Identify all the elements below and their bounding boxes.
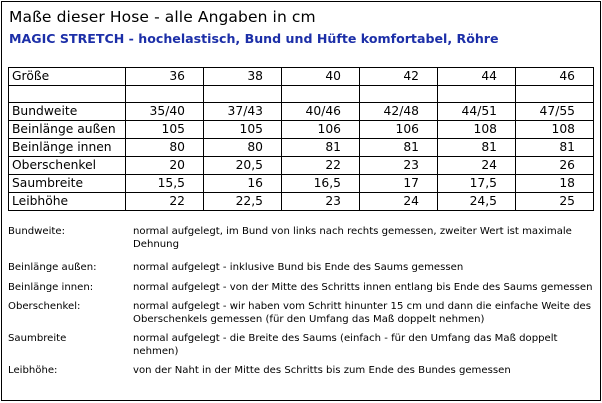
row-label: Beinlänge innen: [9, 139, 126, 157]
table-cell: 15,5: [126, 175, 204, 193]
table-row: [9, 103, 594, 121]
product-subtitle: MAGIC STRETCH - hochelastisch, Bund und Hüfte komfortabel, Röhre: [9, 31, 499, 46]
note-beinlaenge-aussen: [8, 261, 598, 274]
table-header-row: [9, 68, 594, 86]
note-description: normal aufgelegt - von der Mitte des Schritts innen entlang bis Ende des Saums gemessen: [133, 282, 593, 293]
size-chart-frame: [1, 1, 601, 401]
row-label: Leibhöhe: [9, 193, 126, 211]
table-cell: 20: [126, 157, 204, 175]
table-cell: 37/43: [204, 103, 282, 121]
note-oberschenkel: [8, 300, 598, 326]
table-cell: 40/46: [282, 103, 360, 121]
table-cell: 17,5: [438, 175, 516, 193]
note-term: Leibhöhe:: [8, 365, 58, 376]
note-term: Bundweite:: [8, 226, 65, 237]
table-cell: 81: [282, 139, 360, 157]
table-cell: 81: [438, 139, 516, 157]
note-term: Oberschenkel:: [8, 301, 81, 312]
table-cell: 22,5: [204, 193, 282, 211]
row-label: Bundweite: [9, 103, 126, 121]
spacer-row: [9, 86, 594, 103]
note-description: normal aufgelegt, im Bund von links nach rechts gemessen, zweiter Wert ist maximale Dehnung: [133, 226, 572, 250]
table-cell: 81: [516, 139, 594, 157]
table-cell: 106: [360, 121, 438, 139]
table-cell: 44/51: [438, 103, 516, 121]
table-cell: 24: [438, 157, 516, 175]
table-cell: 18: [516, 175, 594, 193]
table-cell: 24,5: [438, 193, 516, 211]
table-cell: 23: [360, 157, 438, 175]
table-cell: 81: [360, 139, 438, 157]
table-cell: 24: [360, 193, 438, 211]
note-beinlaenge-innen: [8, 281, 598, 294]
header-label: Größe: [9, 68, 126, 86]
row-label: Beinlänge außen: [9, 121, 126, 139]
table-row: [9, 121, 594, 139]
size-header: 38: [204, 68, 282, 86]
measurement-notes: [8, 225, 598, 376]
table-cell: 106: [282, 121, 360, 139]
table-cell: 25: [516, 193, 594, 211]
table-cell: 22: [282, 157, 360, 175]
table-cell: 108: [516, 121, 594, 139]
table-cell: 47/55: [516, 103, 594, 121]
note-term: Beinlänge innen:: [8, 282, 94, 293]
table-cell: 16: [204, 175, 282, 193]
note-description: normal aufgelegt - inklusive Bund bis Ende des Saums gemessen: [133, 262, 464, 273]
note-description: normal aufgelegt - die Breite des Saums (einfach - für den Umfang das Maß doppelt nehmen): [133, 333, 558, 357]
note-description: normal aufgelegt - wir haben vom Schritt hinunter 15 cm und dann die einfache Weite des Oberschenkels gemessen (für den Umfang das Maß doppelt nehmen): [133, 301, 591, 325]
table-cell: 16,5: [282, 175, 360, 193]
table-cell: 105: [204, 121, 282, 139]
note-saumbreite: [8, 332, 598, 358]
table-row: [9, 193, 594, 211]
table-cell: 26: [516, 157, 594, 175]
table-cell: 108: [438, 121, 516, 139]
table-cell: 42/48: [360, 103, 438, 121]
table-cell: 80: [126, 139, 204, 157]
table-row: [9, 157, 594, 175]
table-cell: 105: [126, 121, 204, 139]
table-cell: 22: [126, 193, 204, 211]
table-cell: 80: [204, 139, 282, 157]
size-header: 46: [516, 68, 594, 86]
row-label: Saumbreite: [9, 175, 126, 193]
size-table: [8, 67, 594, 211]
page-title: Maße dieser Hose - alle Angaben in cm: [9, 8, 316, 26]
note-bundweite: [8, 225, 598, 251]
table-cell: 20,5: [204, 157, 282, 175]
note-term: Beinlänge außen:: [8, 262, 97, 273]
size-header: 36: [126, 68, 204, 86]
table-cell: 35/40: [126, 103, 204, 121]
table-row: [9, 139, 594, 157]
size-header: 42: [360, 68, 438, 86]
note-leibhoehe: [8, 364, 598, 377]
table-row: [9, 175, 594, 193]
table-cell: 17: [360, 175, 438, 193]
table-cell: 23: [282, 193, 360, 211]
size-header: 40: [282, 68, 360, 86]
note-term: Saumbreite: [8, 333, 67, 344]
size-header: 44: [438, 68, 516, 86]
note-description: von der Naht in der Mitte des Schritts bis zum Ende des Bundes gemessen: [133, 365, 511, 376]
row-label: Oberschenkel: [9, 157, 126, 175]
